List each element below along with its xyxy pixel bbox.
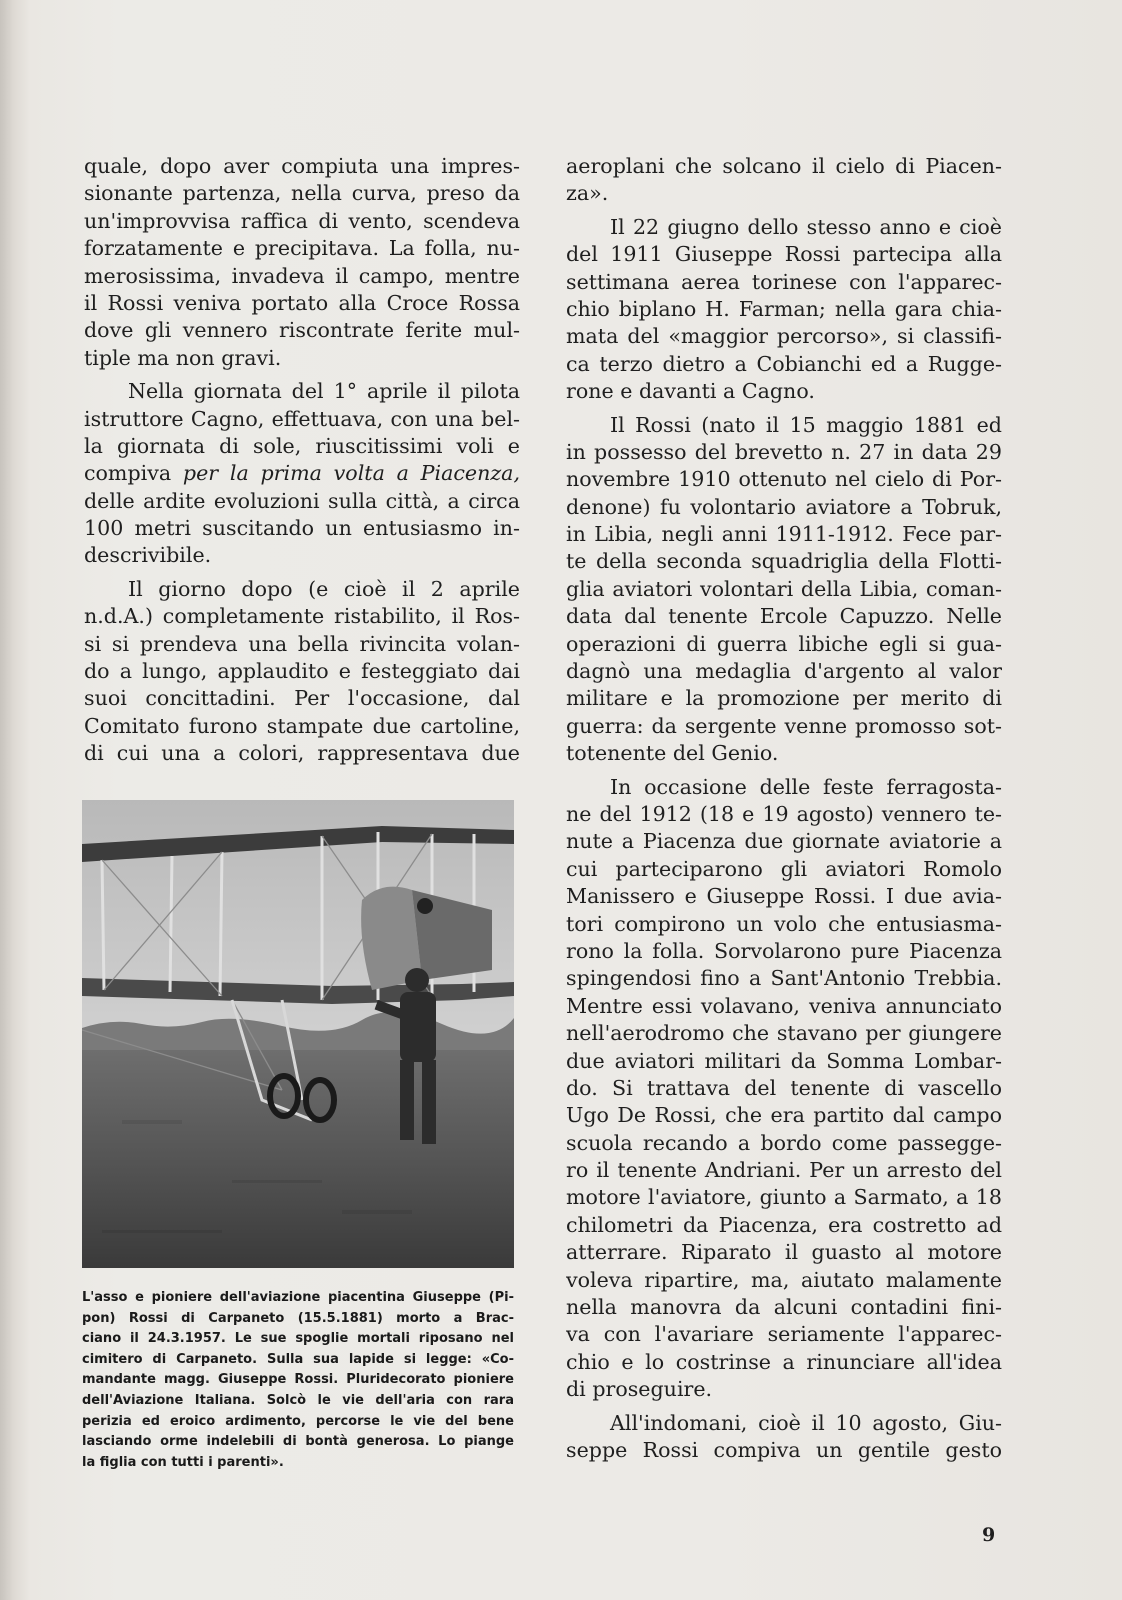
text-line: data dal tenente Ercole Capuzzo. Nelle	[566, 604, 1002, 629]
text-line: In occasione delle feste ferragosta-	[610, 774, 1002, 799]
biplane-photo	[82, 800, 514, 1268]
caption-line: pon) Rossi di Carpaneto (15.5.1881) morto a Brac-	[82, 1310, 514, 1326]
text-line: 100 metri suscitando un entusiasmo in-	[84, 516, 520, 541]
text-line	[84, 460, 520, 487]
text-line: spingendosi fino a Sant'Antonio Trebbia.	[566, 966, 1002, 991]
text-line: rone e davanti a Cagno.	[566, 379, 815, 404]
text-line: la giornata di sole, riuscitissimi voli e	[84, 433, 520, 458]
text-line: Il Rossi (nato il 15 maggio 1881 ed	[610, 412, 1002, 437]
text-line: forzatamente e precipitava. La folla, nu-	[84, 236, 520, 261]
text-line: Mentre essi volavano, veniva annunciato	[566, 993, 1002, 1018]
text-line: scuola recando a bordo come passegge-	[566, 1130, 1002, 1155]
text-line: nell'aerodromo che stavano per giungere	[566, 1021, 1002, 1046]
text-line: guerra: da sergente venne promosso sot-	[566, 713, 1002, 738]
text-line: istruttore Cagno, effettuava, con una bel-	[84, 406, 520, 431]
text-line: Nella giornata del 1° aprile il pilota	[128, 379, 520, 404]
paragraph	[84, 153, 520, 372]
paragraph	[84, 576, 520, 768]
text-line: descrivibile.	[84, 543, 212, 568]
text-line: chio biplano H. Farman; nella gara chia-	[566, 296, 1002, 321]
caption-line: dell'Aviazione Italiana. Solcò le vie dell'aria con rara	[82, 1392, 514, 1408]
paragraph	[566, 1410, 1002, 1465]
text-line: dagnò una medaglia d'argento al valor	[566, 659, 1002, 684]
caption-line: lasciando orme indelebili di bontà generosa. Lo piange	[82, 1434, 514, 1450]
text-fragment: compiva	[84, 461, 183, 486]
paragraph	[84, 378, 520, 570]
text-line: Ugo De Rossi, che era partito dal campo	[566, 1103, 1002, 1128]
text-line: operazioni di guerra libiche egli si gua-	[566, 631, 1002, 656]
text-line: ro il tenente Andriani. Per un arresto del	[566, 1158, 1002, 1183]
photo-caption	[82, 1288, 514, 1473]
text-line: ca terzo dietro a Cobianchi ed a Rugge-	[566, 351, 1002, 376]
text-line: aeroplani che solcano il cielo di Piacen-	[566, 154, 1002, 178]
paragraph	[566, 214, 1002, 406]
text-line: cui parteciparono gli aviatori Romolo	[566, 856, 1002, 881]
text-line: chio e lo costrinse a rinunciare all'idea	[566, 1349, 1002, 1374]
text-line: tori compirono un volo che entusiasma-	[566, 911, 1002, 936]
text-line: di cui una a colori, rappresentava due	[84, 741, 520, 766]
text-line: chilometri da Piacenza, era costretto ad	[566, 1212, 1002, 1237]
paragraph	[566, 153, 1002, 208]
text-line: in Libia, negli anni 1911-1912. Fece par-	[566, 522, 1002, 547]
text-line: rono la folla. Sorvolarono pure Piacenza	[566, 938, 1002, 963]
text-line: te della seconda squadriglia della Flotti-	[566, 549, 1002, 574]
text-line: totenente del Genio.	[566, 741, 779, 766]
caption-line: mandante magg. Giuseppe Rossi. Pluridecorato pioniere	[82, 1372, 514, 1388]
text-line: Manissero e Giuseppe Rossi. I due avia-	[566, 884, 1002, 909]
text-line: va con l'avariare seriamente l'apparec-	[566, 1322, 1002, 1347]
text-line: il Rossi veniva portato alla Croce Rossa	[84, 290, 520, 315]
text-line: Il 22 giugno dello stesso anno e cioè	[610, 214, 1002, 239]
text-line: do a lungo, applaudito e festeggiato dai	[84, 659, 520, 684]
text-line: settimana aerea torinese con l'apparec-	[566, 269, 1002, 294]
text-line: ne del 1912 (18 e 19 agosto) vennero te-	[566, 801, 1002, 826]
text-line: un'improvvisa raffica di vento, scendeva	[84, 208, 520, 233]
text-line: atterrare. Riparato il guasto al motore	[566, 1240, 1002, 1265]
caption-line: ciano il 24.3.1957. Le sue spoglie mortali riposano nel	[82, 1331, 514, 1347]
text-line: do. Si trattava del tenente di vascello	[566, 1075, 1002, 1100]
text-line: seppe Rossi compiva un gentile gesto	[566, 1437, 1002, 1462]
italic-emphasis: per la prima volta a Piacenza,	[182, 461, 520, 486]
caption-line: la figlia con tutti i parenti».	[82, 1454, 284, 1470]
text-line: delle ardite evoluzioni sulla città, a circa	[84, 488, 520, 513]
text-line: glia aviatori volontari della Libia, coman-	[566, 576, 1002, 601]
text-line: si si prendeva una bella rivincita volan-	[84, 631, 520, 656]
paragraph	[566, 412, 1002, 768]
text-line: in possesso del brevetto n. 27 in data 29	[566, 439, 1002, 464]
text-line: voleva ripartire, ma, aiutato malamente	[566, 1267, 1002, 1292]
text-line: n.d.A.) completamente ristabilito, il Ros-	[84, 604, 520, 629]
text-line: denone) fu volontario aviatore a Tobruk,	[566, 494, 1002, 519]
text-line: dove gli vennero riscontrate ferite mul-	[84, 318, 520, 343]
paragraph	[566, 774, 1002, 1404]
text-line: za».	[566, 181, 609, 206]
page-number: 9	[982, 1524, 996, 1546]
caption-line: cimitero di Carpaneto. Sulla sua lapide si legge: «Co-	[82, 1351, 514, 1367]
caption-line: perizia ed eroico ardimento, percorse le vie del bene	[82, 1413, 514, 1429]
text-line: All'indomani, cioè il 10 agosto, Giu-	[610, 1410, 1002, 1435]
left-text-column	[84, 153, 520, 768]
text-line: due aviatori militari da Somma Lombar-	[566, 1048, 1002, 1073]
text-line: quale, dopo aver compiuta una impres-	[84, 154, 520, 178]
text-line: del 1911 Giuseppe Rossi partecipa alla	[566, 242, 1002, 267]
text-line: di proseguire.	[566, 1377, 713, 1402]
text-line: Il giorno dopo (e cioè il 2 aprile	[128, 576, 520, 601]
text-line: nute a Piacenza due giornate aviatorie a	[566, 829, 1002, 854]
text-line: Comitato furono stampate due cartoline,	[84, 713, 520, 738]
text-line: militare e la promozione per merito di	[566, 686, 1002, 711]
text-line: merosissima, invadeva il campo, mentre	[84, 263, 520, 288]
right-text-column	[566, 153, 1002, 1464]
text-line: nella manovra da alcuni contadini fini-	[566, 1295, 1002, 1320]
caption-line: L'asso e pioniere dell'aviazione piacentina Giuseppe (Pi-	[82, 1290, 514, 1305]
text-line: novembre 1910 ottenuto nel cielo di Por-	[566, 467, 1002, 492]
text-line: mata del «maggior percorso», si classifi-	[566, 324, 1002, 349]
text-line: tiple ma non gravi.	[84, 345, 282, 370]
text-line: suoi concittadini. Per l'occasione, dal	[84, 686, 520, 711]
text-line: sionante partenza, nella curva, preso da	[84, 181, 520, 206]
text-line: motore l'aviatore, giunto a Sarmato, a 18	[566, 1185, 1002, 1210]
